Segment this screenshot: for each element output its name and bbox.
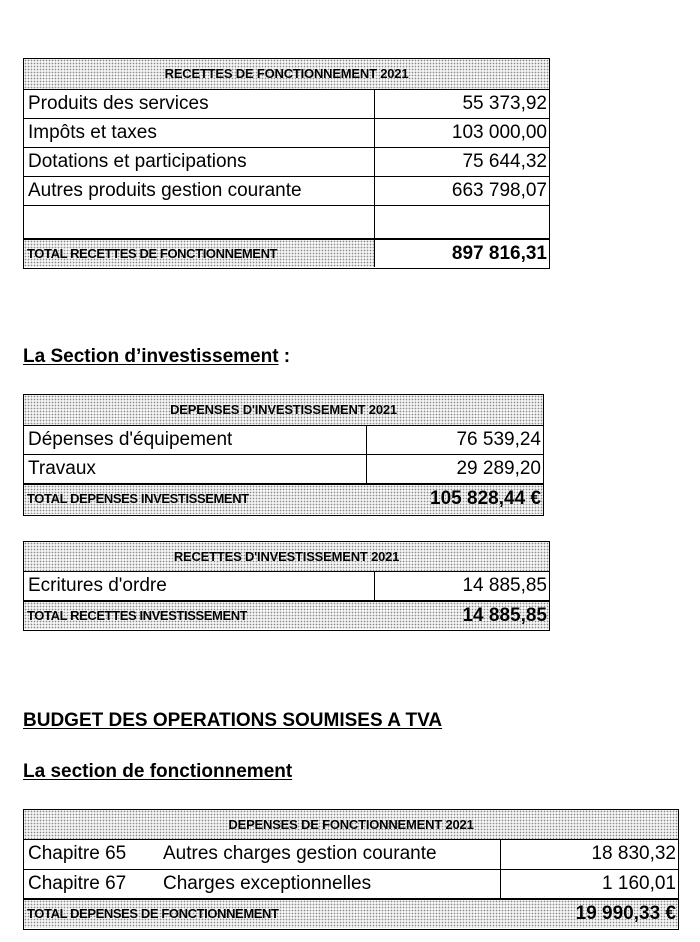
total-label: TOTAL RECETTES DE FONCTIONNEMENT (24, 240, 374, 267)
recettes-investissement-table (23, 541, 550, 631)
table-header (24, 395, 543, 425)
total-row (24, 898, 678, 928)
table-row (24, 571, 549, 600)
table-header (24, 810, 678, 839)
total-value: 897 816,31 (451, 243, 547, 264)
budget-tva-title: BUDGET DES OPERATIONS SOUMISES A TVA (23, 710, 443, 731)
recettes-fonctionnement-table (23, 58, 550, 269)
chapter-label: Chapitre 67 (28, 873, 127, 894)
row-value (547, 206, 549, 238)
total-value: 105 828,44 € (430, 488, 541, 509)
table-row (24, 147, 549, 176)
table-row (24, 176, 549, 205)
section-fonctionnement-title: La section de fonctionnement (23, 761, 293, 782)
table-row (24, 839, 678, 869)
table-header-text: DEPENSES D'INVESTISSEMENT 2021 (170, 402, 397, 417)
row-value: 18 830,32 (591, 843, 676, 864)
total-value: 19 990,33 € (575, 903, 676, 924)
table-header-text: RECETTES DE FONCTIONNEMENT 2021 (164, 66, 409, 81)
row-value: 103 000,00 (451, 122, 547, 143)
row-label (24, 206, 28, 238)
row-label: Autres produits gestion courante (28, 180, 302, 201)
table-row (24, 118, 549, 147)
table-row (24, 89, 549, 118)
row-label: Ecritures d'ordre (28, 575, 167, 596)
row-value: 14 885,85 (462, 575, 547, 596)
table-row (24, 454, 543, 483)
total-value: 14 885,85 (462, 605, 547, 626)
row-label: Dotations et participations (28, 151, 247, 172)
row-value: 76 539,24 (456, 429, 541, 450)
table-header-text: RECETTES D'INVESTISSEMENT 2021 (173, 549, 400, 564)
row-label: Charges exceptionnelles (163, 873, 372, 894)
table-row-empty (24, 205, 549, 238)
total-row (24, 600, 549, 629)
section-fonctionnement-heading (23, 761, 292, 783)
row-value: 75 644,32 (462, 151, 547, 172)
row-label: Produits des services (28, 93, 209, 114)
depenses-fonctionnement-table (23, 809, 679, 930)
table-header-text: DEPENSES DE FONCTIONNEMENT 2021 (228, 817, 474, 832)
row-label: Dépenses d'équipement (28, 429, 233, 450)
heading-suffix: : (278, 346, 291, 367)
depenses-investissement-table (23, 394, 544, 516)
section-investissement-title: La Section d’investissement (23, 346, 279, 367)
table-row (24, 425, 543, 454)
row-value: 29 289,20 (456, 458, 541, 479)
total-label: TOTAL DEPENSES INVESTISSEMENT (27, 491, 249, 506)
row-value: 663 798,07 (451, 180, 547, 201)
row-value: 1 160,01 (602, 873, 676, 894)
row-value: 55 373,92 (462, 93, 547, 114)
section-investissement-heading (23, 346, 290, 368)
total-row (24, 483, 543, 514)
total-label: TOTAL RECETTES INVESTISSEMENT (27, 608, 248, 623)
table-header (24, 59, 549, 89)
budget-tva-heading (23, 710, 442, 732)
table-row (24, 869, 678, 898)
row-label: Autres charges gestion courante (163, 843, 437, 864)
table-header (24, 542, 549, 571)
total-label: TOTAL DEPENSES DE FONCTIONNEMENT (27, 906, 279, 921)
chapter-label: Chapitre 65 (28, 843, 127, 864)
row-label: Travaux (28, 458, 96, 479)
row-label: Impôts et taxes (28, 122, 157, 143)
total-row (24, 238, 549, 267)
